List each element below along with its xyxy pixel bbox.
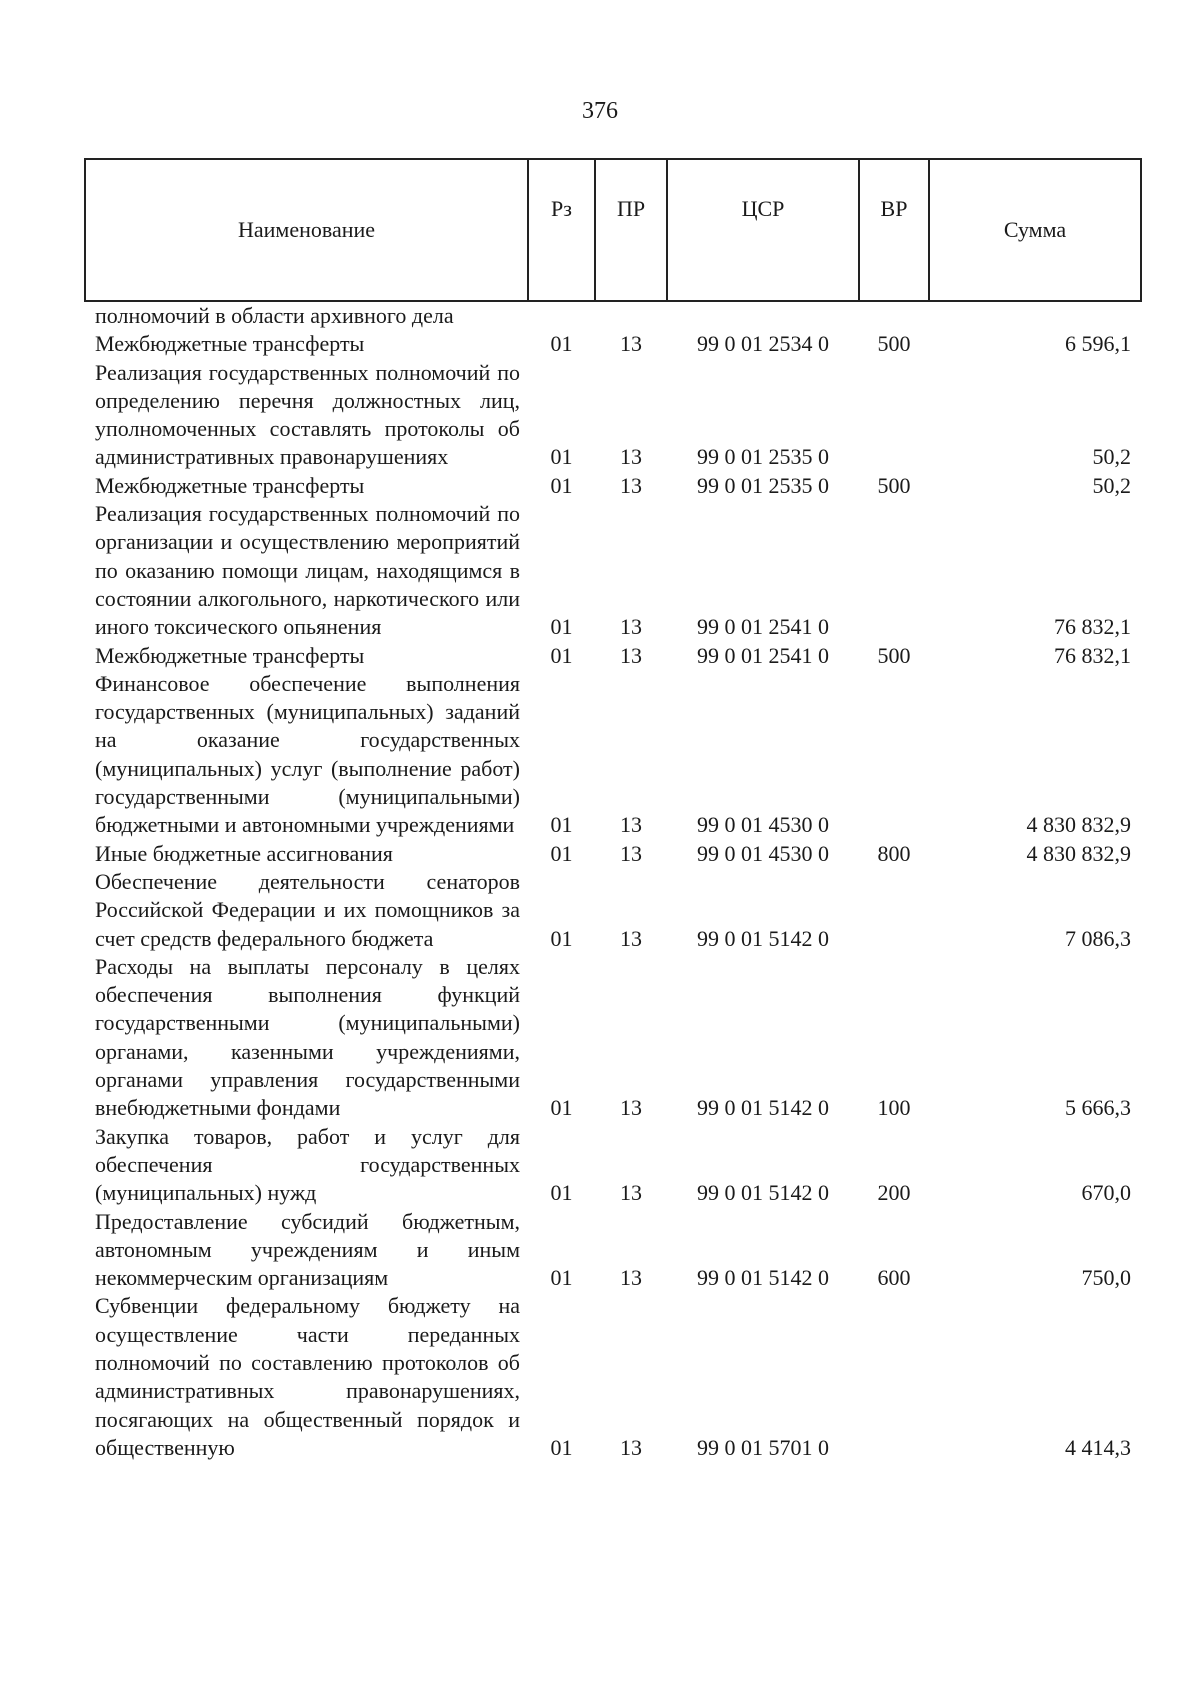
row-name: Межбюджетные трансферты [95,331,365,357]
table-row [85,1208,1141,1293]
row-rz: 01 [550,812,573,838]
row-sum: 7 086,3 [1065,925,1131,951]
row-vr: 100 [877,1095,911,1121]
row-csr: 99 0 01 4530 0 [697,840,829,866]
row-name: Межбюджетные трансферты [95,642,365,668]
table-row [85,953,1141,1123]
row-csr: 99 0 01 2541 0 [697,642,829,668]
row-pr: 13 [620,1180,642,1206]
row-csr: 99 0 01 5701 0 [697,1434,829,1460]
row-sum: 750,0 [1081,1265,1131,1291]
row-rz: 01 [550,1095,573,1121]
row-vr: 500 [877,472,911,498]
row-pr: 13 [620,925,642,951]
row-csr: 99 0 01 2541 0 [697,614,829,640]
row-name: Реализация государственных полномочий по определению перечня должностных лиц, уполномоченных составлять протоколы об административных правонарушениях [95,359,520,470]
row-name: полномочий в области архивного дела [95,303,454,328]
table-row [85,1292,1141,1462]
row-name: Субвенции федеральному бюджету на осуществление части переданных полномочий по составлению протоколов об административных правонарушениях, посягающих на общественный порядок и общественную [95,1293,520,1460]
row-vr [859,359,929,472]
row-name: Иные бюджетные ассигнования [95,840,393,866]
table-row [85,330,1141,358]
page-number: 376 [582,98,618,124]
table-row [85,868,1141,953]
header-rz: Рз [528,159,595,301]
row-vr [859,301,929,330]
row-sum: 5 666,3 [1065,1095,1131,1121]
row-csr: 99 0 01 2534 0 [697,331,829,357]
row-sum: 50,2 [1092,444,1131,470]
row-csr: 99 0 01 2535 0 [697,472,829,498]
row-rz: 01 [550,614,573,640]
row-csr [667,301,859,330]
row-pr: 13 [620,1434,642,1460]
budget-table [84,158,1142,1462]
row-name: Закупка товаров, работ и услуг для обеспечения государственных (муниципальных) нужд [95,1123,520,1206]
row-pr: 13 [620,840,642,866]
row-rz: 01 [550,444,573,470]
row-pr: 13 [620,331,642,357]
row-sum: 76 832,1 [1054,642,1131,668]
row-pr: 13 [620,642,642,668]
row-rz: 01 [550,642,573,668]
row-rz [528,301,595,330]
row-sum: 76 832,1 [1054,614,1131,640]
row-rz: 01 [550,331,573,357]
row-sum [929,301,1141,330]
row-csr: 99 0 01 5142 0 [697,1180,829,1206]
row-csr: 99 0 01 2535 0 [697,444,829,470]
header-csr: ЦСР [667,159,859,301]
row-rz: 01 [550,472,573,498]
row-vr: 600 [877,1265,911,1291]
row-vr [859,670,929,840]
header-name: Наименование [85,159,528,301]
row-vr [859,500,929,641]
table-row [85,840,1141,868]
row-name: Предоставление субсидий бюджетным, автономным учреждениям и иным некоммерческим организациям [95,1208,520,1291]
header-pr: ПР [595,159,667,301]
table-row [85,1123,1141,1208]
row-pr: 13 [620,614,642,640]
row-pr: 13 [620,1265,642,1291]
table-row [85,670,1141,840]
row-pr [595,301,667,330]
row-rz: 01 [550,840,573,866]
row-vr: 200 [877,1180,911,1206]
header-vr: ВР [859,159,929,301]
row-csr: 99 0 01 5142 0 [697,1265,829,1291]
row-sum: 4 830 832,9 [1026,812,1131,838]
row-rz: 01 [550,1180,573,1206]
row-vr [859,1292,929,1462]
row-csr: 99 0 01 4530 0 [697,812,829,838]
row-name: Финансовое обеспечение выполнения государственных (муниципальных) заданий на оказание государственных (муниципальных) услуг (выполнение работ) государственными (муниципальными) бюджетными и автономными учреждениями [95,670,520,838]
row-name: Межбюджетные трансферты [95,472,365,498]
table-row [85,359,1141,472]
table-row [85,472,1141,500]
table-row [85,642,1141,670]
header-sum: Сумма [929,159,1141,301]
row-name: Расходы на выплаты персоналу в целях обеспечения выполнения функций государственными (муниципальными) органами, казенными учреждениями, органами управления государственными внебюджетными фондами [95,953,520,1121]
row-vr: 500 [877,642,911,668]
row-sum: 4 414,3 [1065,1434,1131,1460]
table-row [85,301,1141,330]
row-vr [859,868,929,953]
row-pr: 13 [620,444,642,470]
row-sum: 4 830 832,9 [1026,840,1131,866]
row-name: Обеспечение деятельности сенаторов Российской Федерации и их помощников за счет средств федерального бюджета [95,868,520,951]
row-csr: 99 0 01 5142 0 [697,925,829,951]
row-sum: 670,0 [1081,1180,1131,1206]
table-row [85,500,1141,641]
table-body [85,301,1141,1462]
row-rz: 01 [550,1265,573,1291]
row-pr: 13 [620,812,642,838]
row-sum: 6 596,1 [1065,331,1131,357]
row-csr: 99 0 01 5142 0 [697,1095,829,1121]
row-pr: 13 [620,1095,642,1121]
row-rz: 01 [550,1434,573,1460]
row-pr: 13 [620,472,642,498]
table-header [85,159,1141,301]
row-vr: 800 [877,840,911,866]
row-rz: 01 [550,925,573,951]
row-sum: 50,2 [1092,472,1131,498]
row-vr: 500 [877,331,911,357]
row-name: Реализация государственных полномочий по организации и осуществлению мероприятий по оказанию помощи лицам, находящимся в состоянии алкогольного, наркотического или иного токсического опьянения [95,501,520,640]
